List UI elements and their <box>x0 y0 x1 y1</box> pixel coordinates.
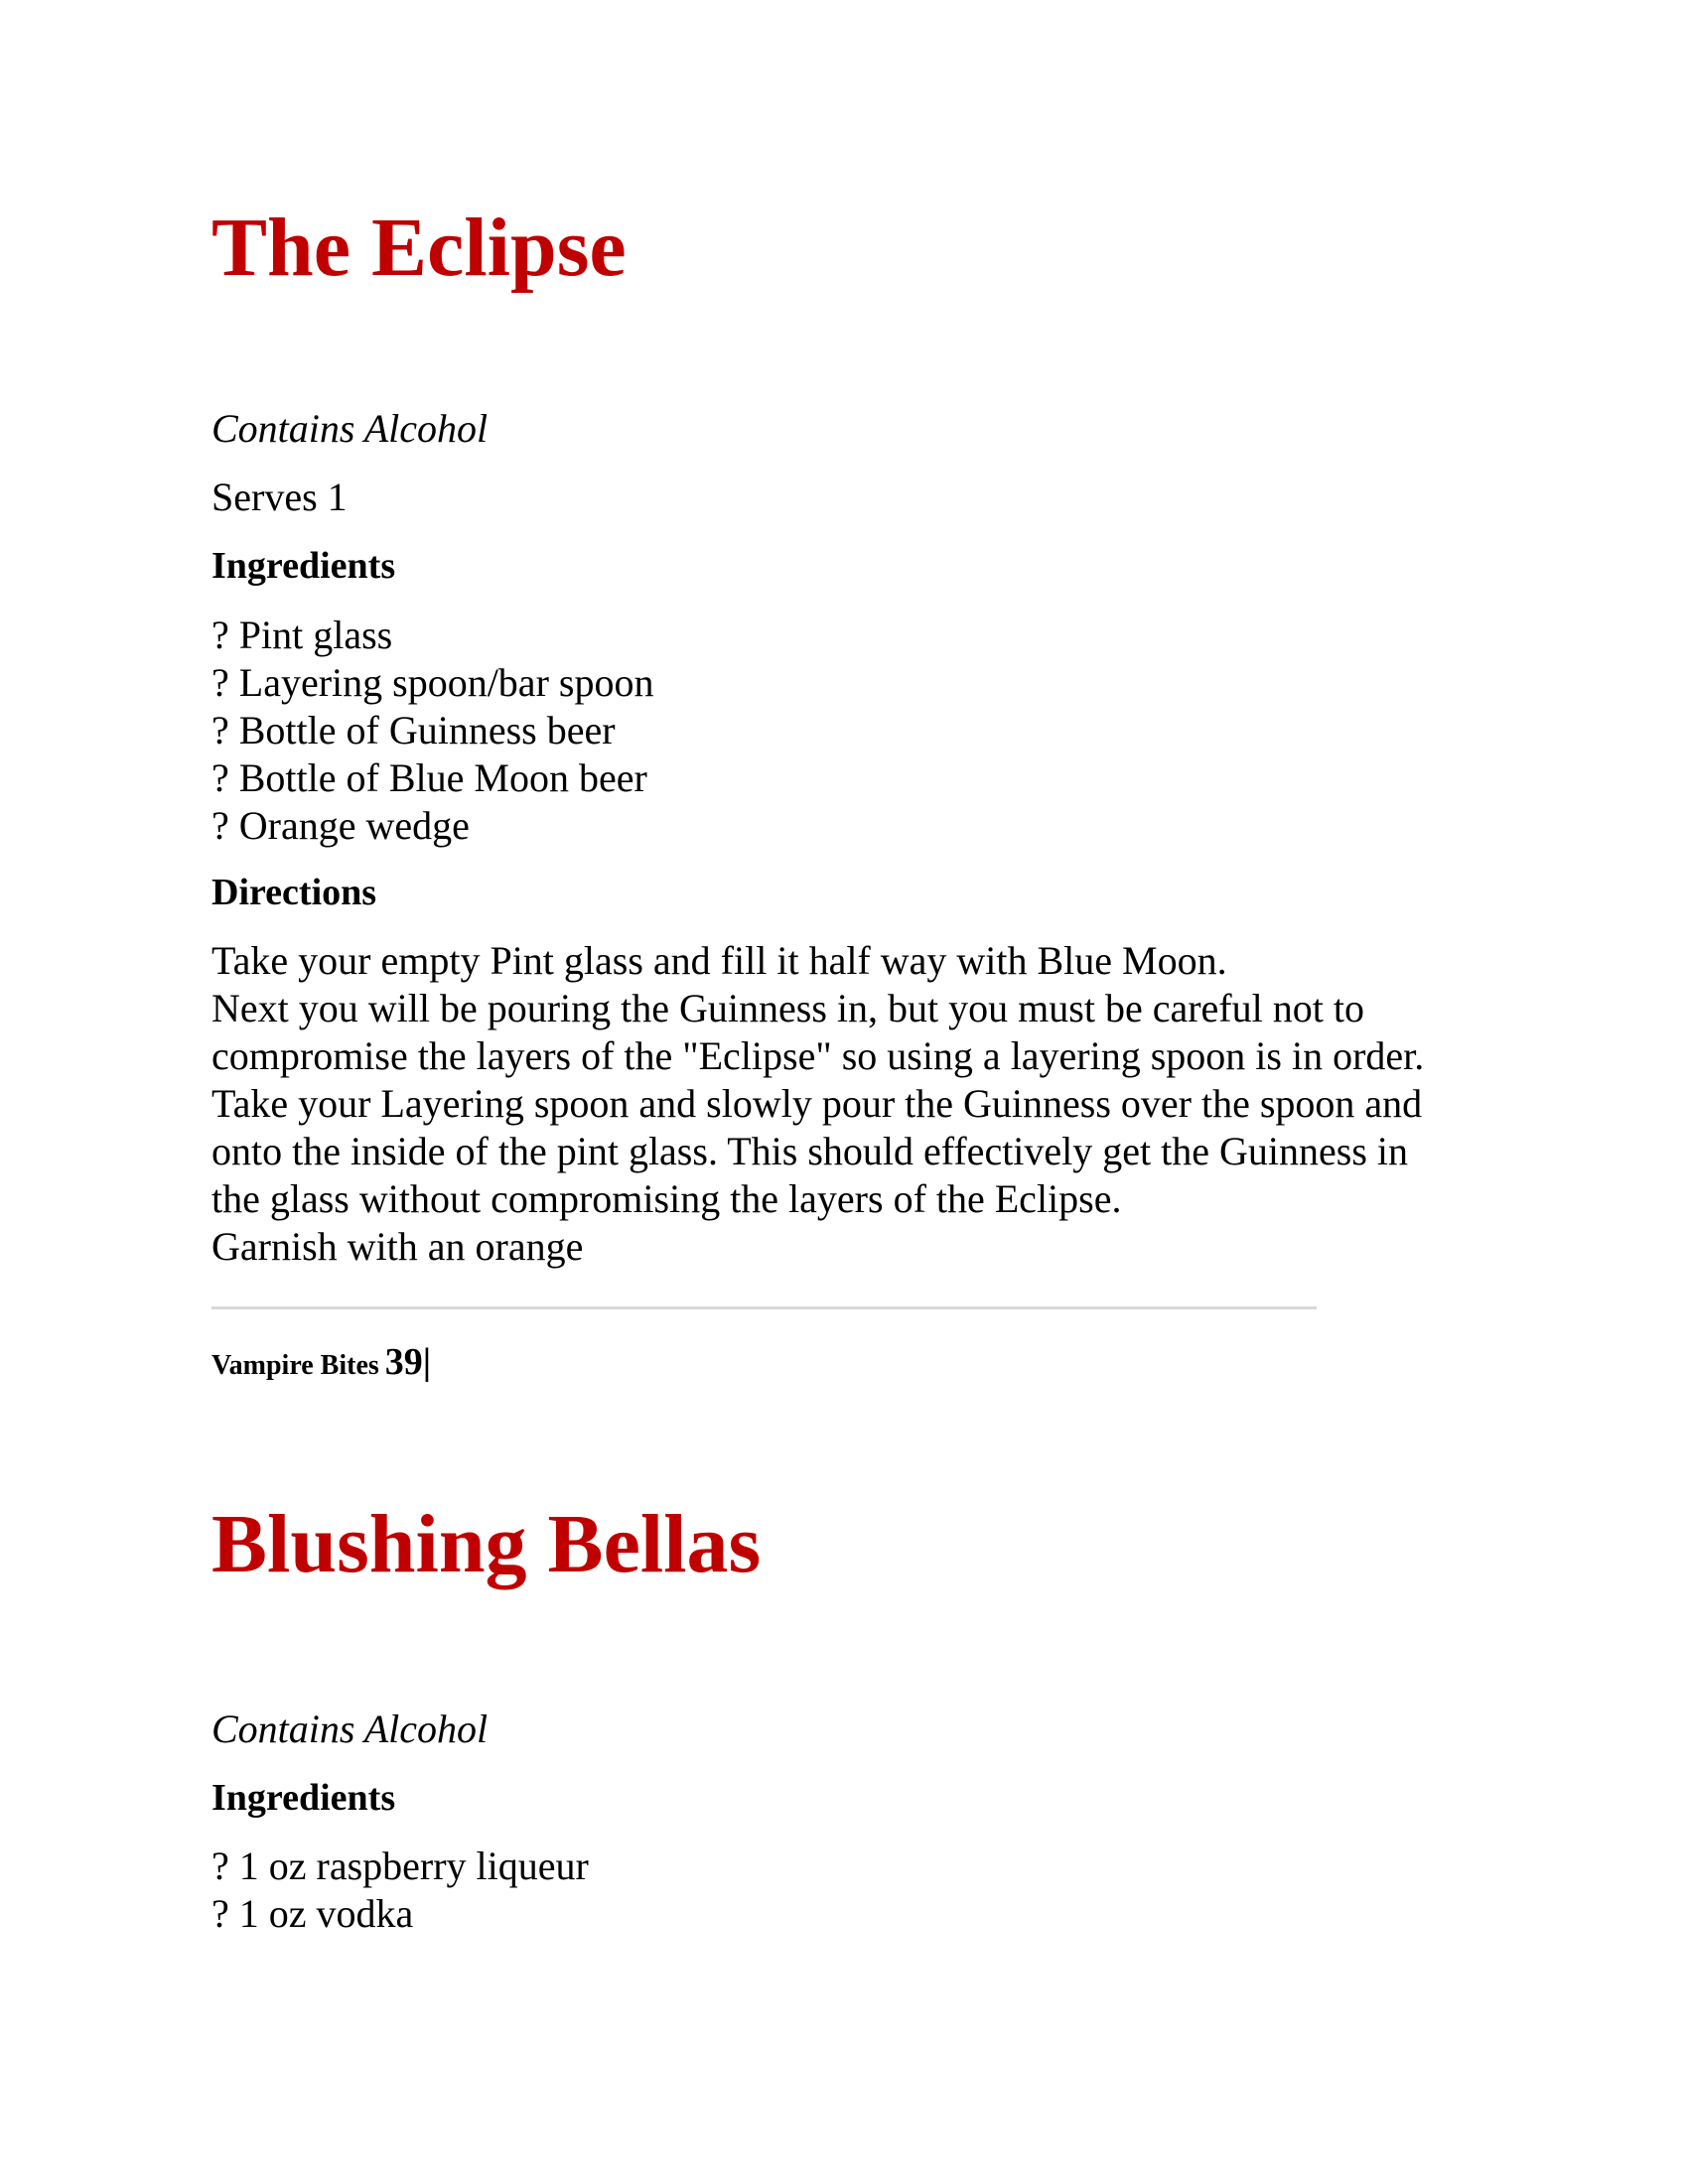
directions-line: Next you will be pouring the Guinness in, but you must be careful not to <box>211 986 1364 1030</box>
list-item: ? Layering spoon/bar spoon <box>211 660 654 705</box>
recipe-title-eclipse: The Eclipse <box>211 202 627 294</box>
ingredients-heading: Ingredients <box>211 1777 396 1819</box>
list-item: ? Bottle of Blue Moon beer <box>211 755 647 800</box>
directions-line: compromise the layers of the "Eclipse" so using a layering spoon is in order. <box>211 1033 1425 1078</box>
directions-text <box>211 937 1502 1271</box>
alcohol-note: Contains Alcohol <box>211 406 489 451</box>
directions-line: Garnish with an orange <box>211 1224 584 1269</box>
recipe-title-blushing-bellas: Blushing Bellas <box>211 1498 762 1590</box>
section-divider <box>211 1306 1317 1309</box>
ingredients-heading: Ingredients <box>211 545 396 587</box>
list-item: ? Pint glass <box>211 613 393 657</box>
list-item: ? Bottle of Guinness beer <box>211 708 616 752</box>
list-item: ? Orange wedge <box>211 803 470 848</box>
list-item: ? 1 oz vodka <box>211 1891 414 1936</box>
directions-line: the glass without compromising the layers of the Eclipse. <box>211 1176 1122 1221</box>
ingredients-list <box>211 612 653 850</box>
page-footer <box>211 1340 431 1384</box>
ingredients-list <box>211 1843 589 1938</box>
alcohol-note: Contains Alcohol <box>211 1706 489 1751</box>
footer-page-number: 39| <box>384 1341 432 1383</box>
list-item: ? 1 oz raspberry liqueur <box>211 1843 589 1888</box>
serves-count: Serves 1 <box>211 475 348 519</box>
directions-line: onto the inside of the pint glass. This should effectively get the Guinness in <box>211 1129 1409 1173</box>
directions-line: Take your empty Pint glass and fill it half way with Blue Moon. <box>211 938 1227 983</box>
directions-heading: Directions <box>211 872 377 913</box>
footer-book-title: Vampire Bites <box>211 1350 379 1381</box>
directions-line: Take your Layering spoon and slowly pour the Guinness over the spoon and <box>211 1081 1423 1126</box>
